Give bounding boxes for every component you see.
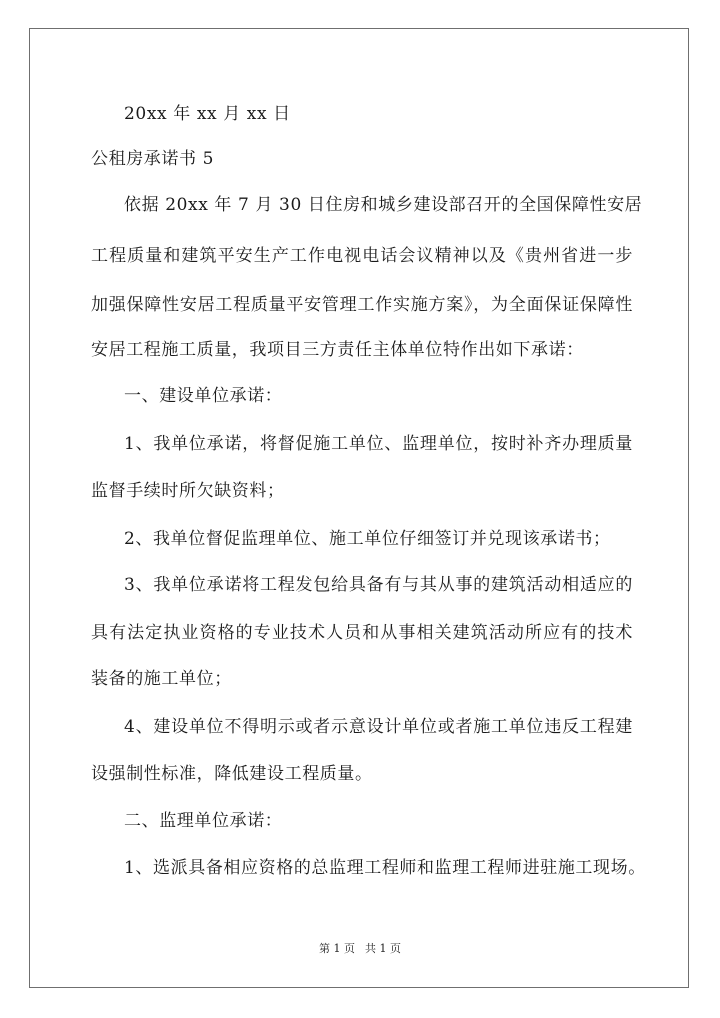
paragraph-line: 4、建设单位不得明示或者示意设计单位或者施工单位违反工程建 [124, 717, 633, 737]
document-title: 公租房承诺书 5 [91, 149, 215, 169]
paragraph-line: 加强保障性安居工程质量平安管理工作实施方案》，为全面保证保障性 [91, 295, 633, 315]
paragraph-line: 依据 20xx 年 7 月 30 日住房和城乡建设部召开的全国保障性安居 [124, 195, 643, 215]
document-date: 20xx 年 xx 月 xx 日 [124, 104, 291, 124]
page-footer [0, 942, 720, 956]
paragraph-line: 工程质量和建筑平安生产工作电视电话会议精神以及《贵州省进一步 [91, 246, 633, 266]
paragraph-line: 2、我单位督促监理单位、施工单位仔细签订并兑现该承诺书； [124, 529, 611, 549]
paragraph-line: 设强制性标准，降低建设工程质量。 [91, 764, 373, 784]
section-heading: 二、监理单位承诺： [124, 811, 283, 831]
paragraph-line: 监督手续时所欠缺资料； [91, 481, 285, 501]
paragraph-line: 1、我单位承诺，将督促施工单位、监理单位，按时补齐办理质量 [124, 434, 633, 454]
section-heading: 一、建设单位承诺： [124, 386, 283, 406]
paragraph-line: 安居工程施工质量，我项目三方责任主体单位特作出如下承诺： [91, 340, 584, 360]
paragraph-line: 1、选派具备相应资格的总监理工程师和监理工程师进驻施工现场。 [124, 858, 646, 878]
page-frame [29, 28, 689, 988]
paragraph-line: 装备的施工单位； [91, 669, 232, 689]
paragraph-line: 具有法定执业资格的专业技术人员和从事相关建筑活动所应有的技术 [91, 623, 633, 643]
paragraph-line: 3、我单位承诺将工程发包给具备有与其从事的建筑活动相适应的 [124, 575, 633, 595]
page-number: 第 1 页 [319, 942, 355, 955]
page-total: 共 1 页 [365, 942, 401, 955]
